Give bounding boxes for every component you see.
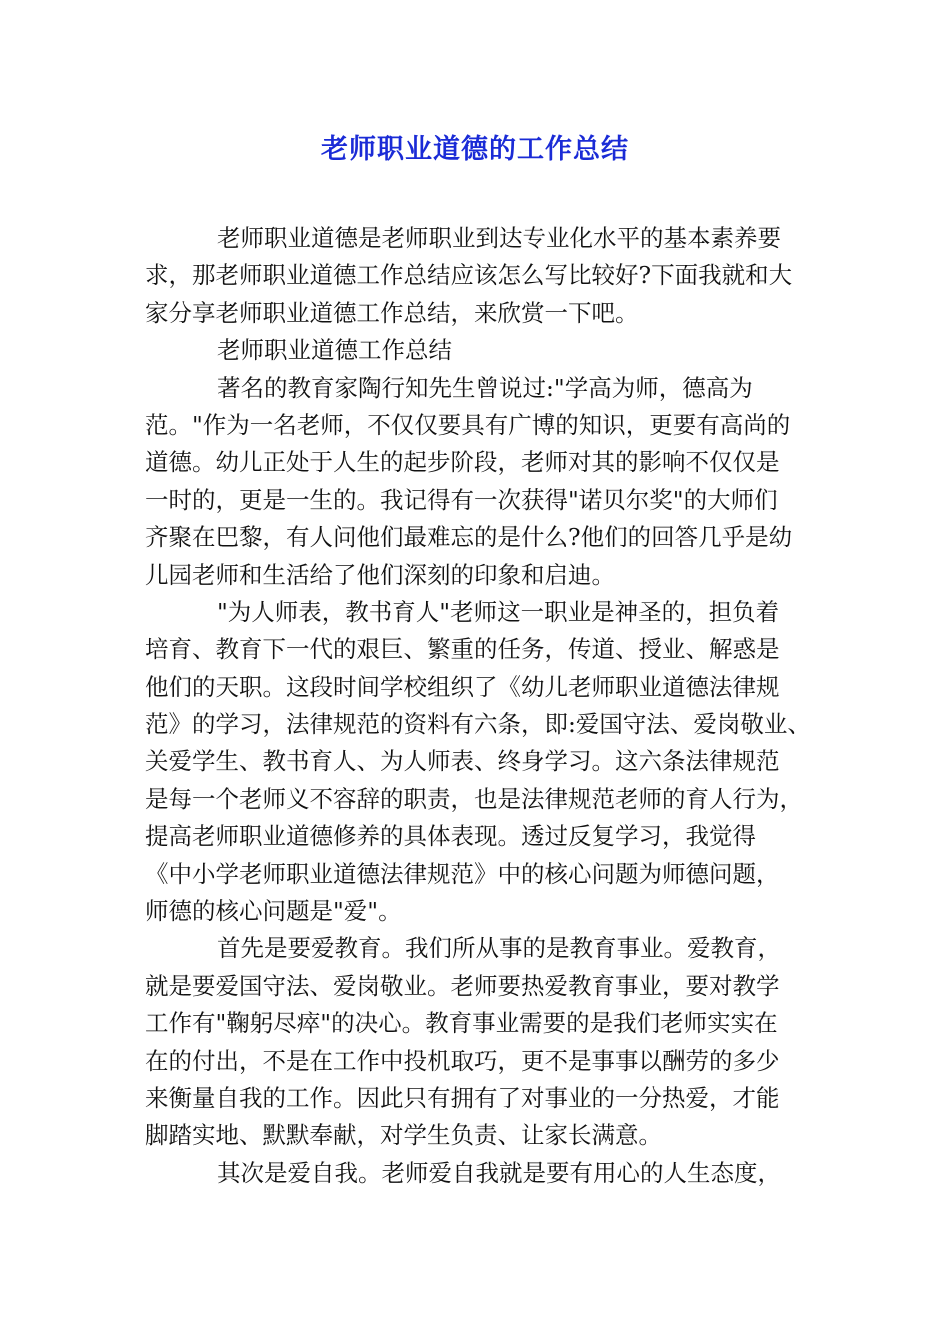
text-line: 著名的教育家陶行知先生曾说过:"学高为师，德高为: [217, 373, 753, 402]
text-line: 求，那老师职业道德工作总结应该怎么写比较好?下面我就和大: [145, 261, 793, 290]
text-line: 一时的，更是一生的。我记得有一次获得"诺贝尔奖"的大师们: [145, 485, 778, 514]
text-line: "为人师表，教书育人"老师这一职业是神圣的，担负着: [217, 597, 780, 626]
text-line: 在的付出，不是在工作中投机取巧，更不是事事以酬劳的多少: [145, 1046, 780, 1075]
text-line: 他们的天职。这段时间学校组织了《幼儿老师职业道德法律规: [145, 672, 780, 701]
text-line: 道德。幼儿正处于人生的起步阶段，老师对其的影响不仅仅是: [145, 448, 780, 477]
text-line: 家分享老师职业道德工作总结，来欣赏一下吧。: [145, 298, 639, 327]
text-line: 提高老师职业道德修养的具体表现。透过反复学习，我觉得: [145, 822, 756, 851]
text-line: 范》的学习，法律规范的资料有六条，即:爱国守法、爱岗敬业、: [145, 710, 811, 739]
text-line: 是每一个老师义不容辞的职责，也是法律规范老师的育人行为，: [145, 784, 803, 813]
text-line: 关爱学生、教书育人、为人师表、终身学习。这六条法律规范: [145, 747, 780, 776]
text-line: 脚踏实地、默默奉献，对学生负责、让家长满意。: [145, 1121, 662, 1150]
text-line: 儿园老师和生活给了他们深刻的印象和启迪。: [145, 560, 615, 589]
text-line: 其次是爱自我。老师爱自我就是要有用心的人生态度，: [217, 1158, 781, 1187]
text-line: 首先是要爱教育。我们所从事的是教育事业。爱教育，: [217, 934, 781, 963]
text-line: 齐聚在巴黎，有人问他们最难忘的是什么?他们的回答几乎是幼: [145, 523, 793, 552]
text-line: 范。"作为一名老师，不仅仅要具有广博的知识，更要有高尚的: [145, 410, 791, 439]
text-line: 培育、教育下一代的艰巨、繁重的任务，传道、授业、解惑是: [145, 635, 780, 664]
document-title: 老师职业道德的工作总结: [321, 134, 629, 165]
text-line: 《中小学老师职业道德法律规范》中的核心问题为师德问题，: [145, 859, 780, 888]
text-line: 工作有"鞠躬尽瘁"的决心。教育事业需要的是我们老师实实在: [145, 1009, 778, 1038]
text-line: 老师职业道德是老师职业到达专业化水平的基本素养要: [217, 224, 781, 252]
text-line: 师德的核心问题是"爱"。: [145, 897, 402, 926]
document-body: [145, 220, 835, 1192]
text-line: 来衡量自我的工作。因此只有拥有了对事业的一分热爱，才能: [145, 1083, 780, 1112]
text-line: 老师职业道德工作总结: [217, 336, 452, 365]
text-line: 就是要爱国守法、爱岗敬业。老师要热爱教育事业，要对教学: [145, 971, 780, 1000]
